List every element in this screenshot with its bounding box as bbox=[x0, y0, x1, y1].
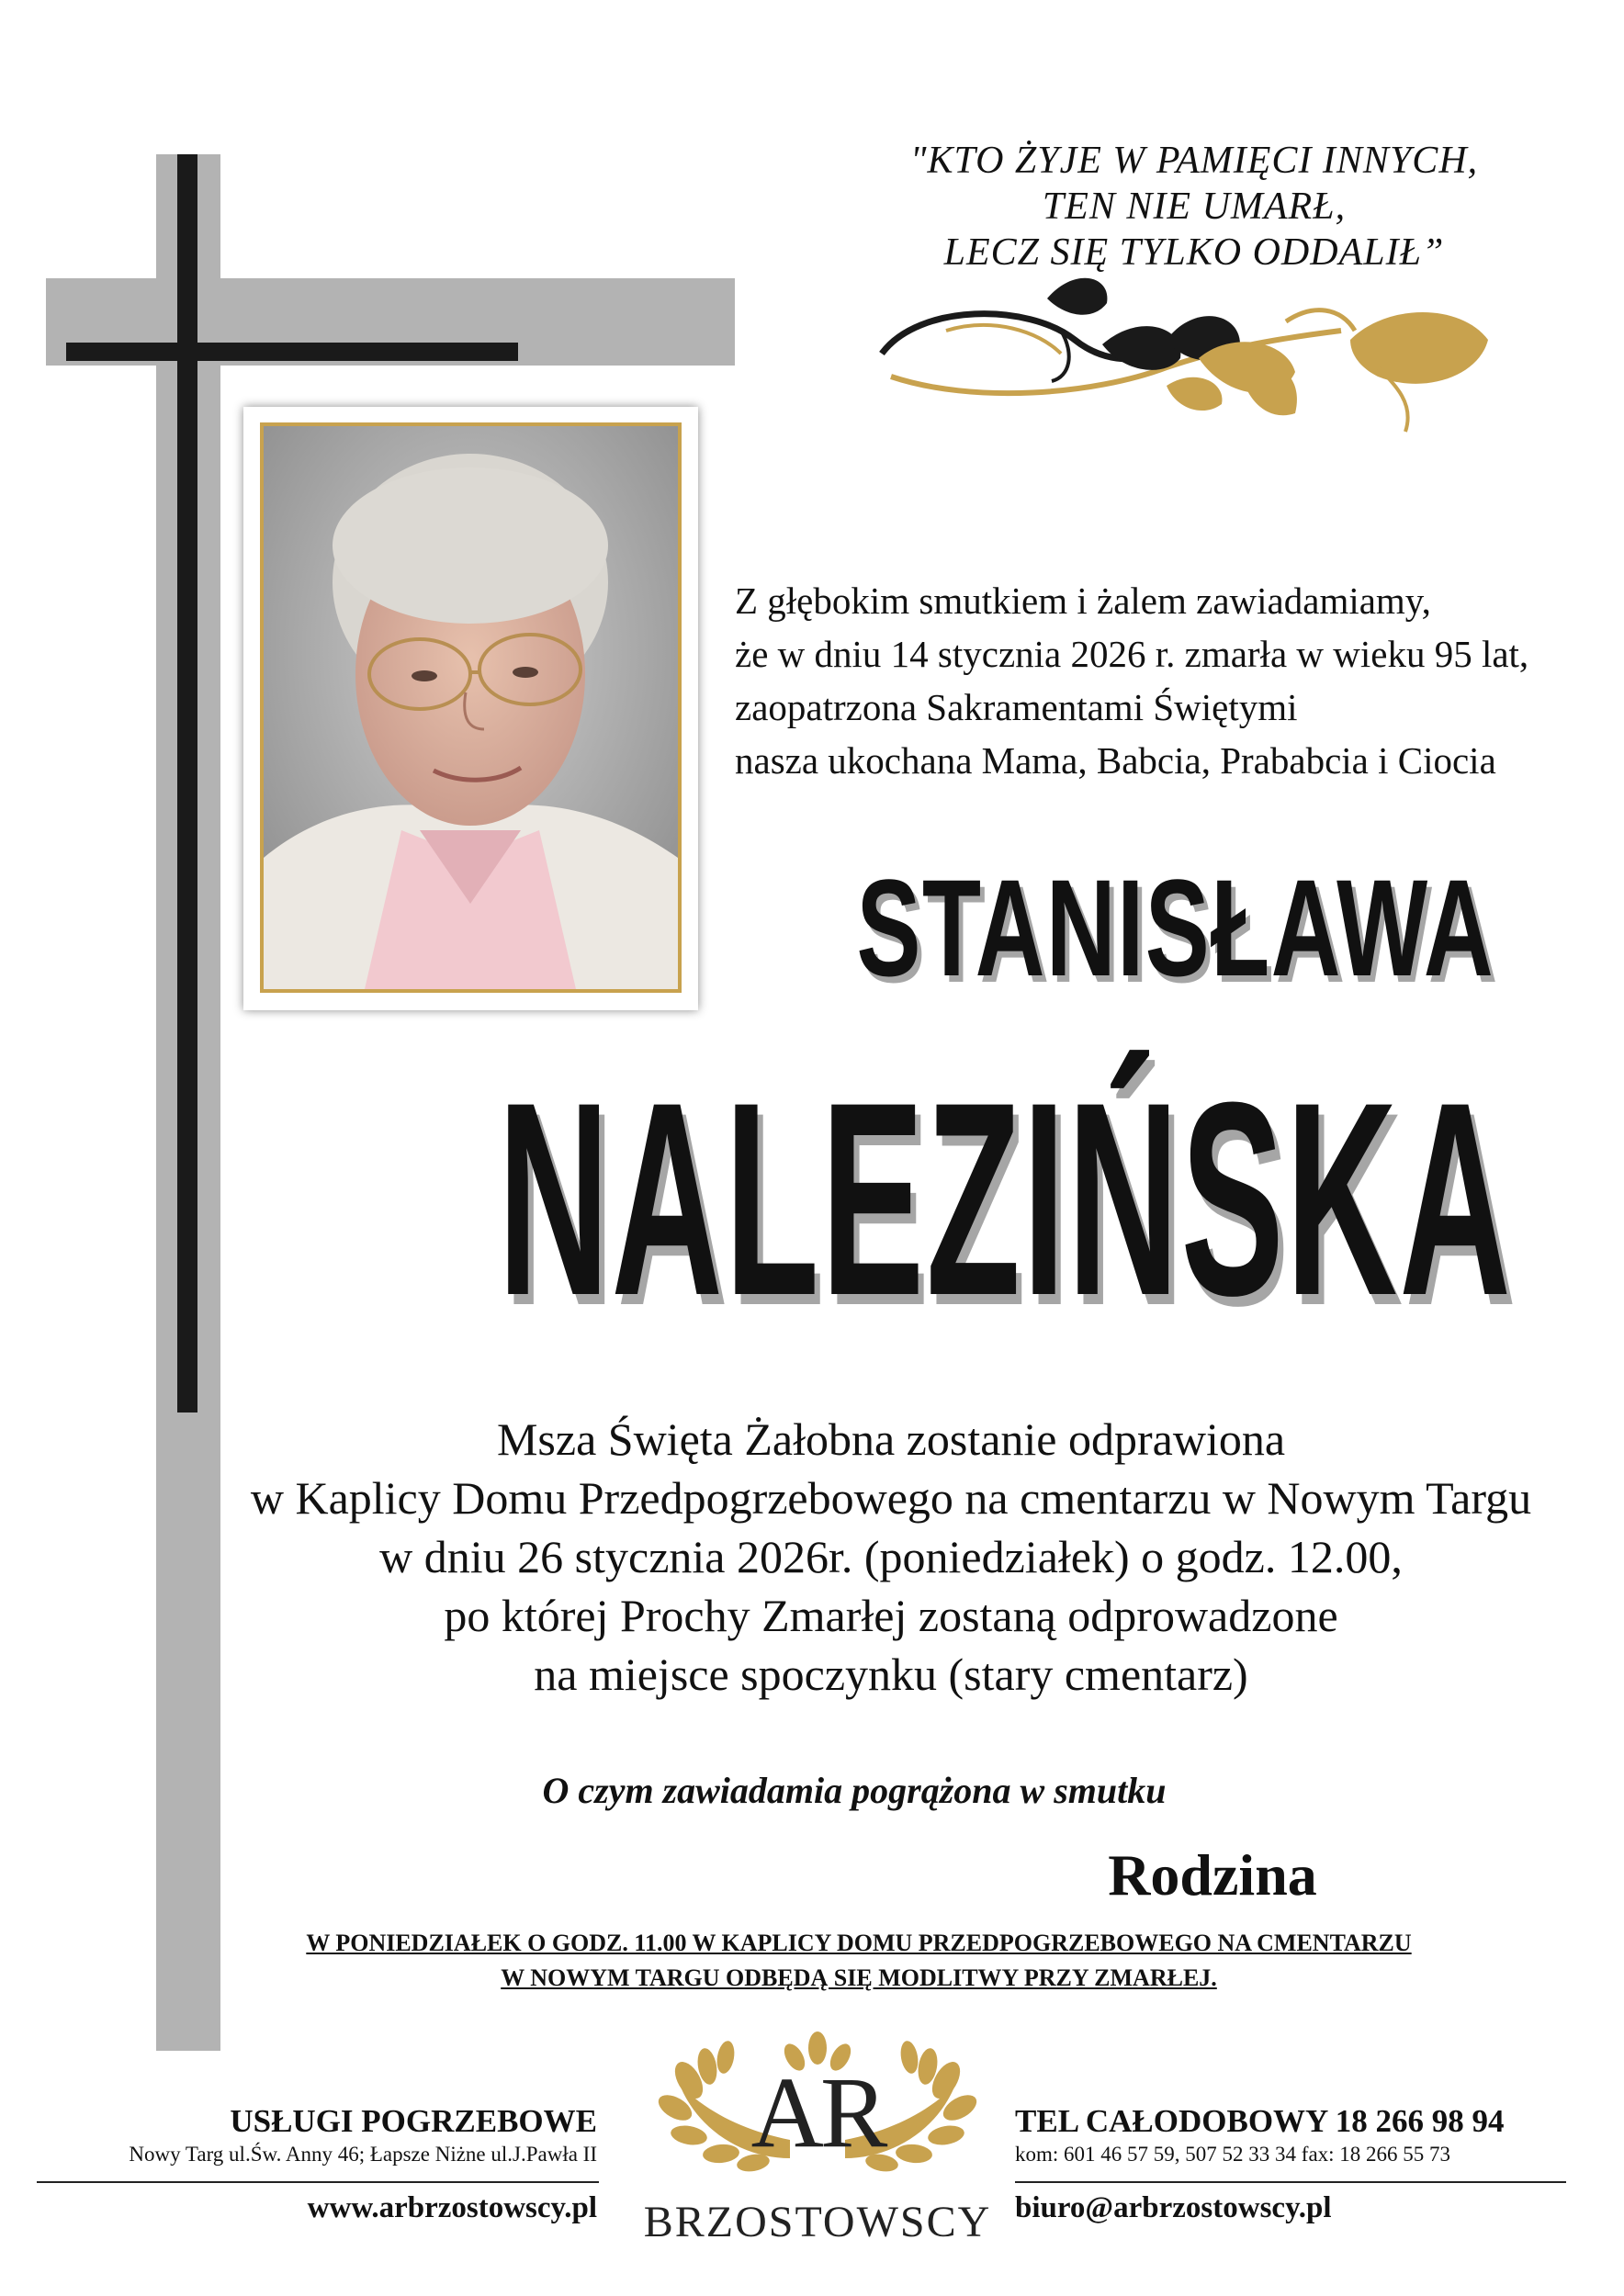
logo-monogram: AR bbox=[750, 2056, 885, 2168]
mass-line: w Kaplicy Domu Przedpogrzebowego na cmentarzu w Nowym Targu bbox=[250, 1472, 1532, 1524]
contact-numbers: kom: 601 46 57 59, 507 52 33 34 fax: 18 266 55 73 bbox=[1015, 2143, 1451, 2166]
prayer-notice bbox=[248, 1926, 1470, 1996]
funeral-mass-details bbox=[220, 1410, 1562, 1704]
notice-line: W NOWYM TARGU ODBĘDĄ SIĘ MODLITWY PRZY ZMARŁEJ. bbox=[501, 1964, 1217, 1991]
logo-company-name: BRZOSTOWSCY bbox=[643, 2198, 992, 2246]
family-signature: Rodzina bbox=[1108, 1842, 1317, 1908]
cross-icon-horizontal-bar bbox=[66, 343, 518, 361]
intro-line: zaopatrzona Sakramentami Świętymi bbox=[735, 686, 1298, 728]
announcement-intro bbox=[735, 574, 1598, 787]
funeral-services-address: Nowy Targ ul.Św. Anny 46; Łapsze Niżne ul.J.Pawła II bbox=[129, 2143, 597, 2166]
deceased-last-name: NALEZIŃSKA bbox=[498, 1044, 1514, 1353]
leaf-ornament-icon bbox=[863, 266, 1506, 450]
quote-line: LECZ SIĘ TYLKO ODDALIŁ” bbox=[943, 231, 1445, 274]
memorial-quote bbox=[808, 138, 1580, 276]
intro-line: że w dniu 14 stycznia 2026 r. zmarła w wieku 95 lat, bbox=[735, 633, 1529, 675]
portrait-image bbox=[264, 426, 678, 989]
quote-line: "KTO ŻYJE W PAMIĘCI INNYCH, bbox=[909, 140, 1479, 182]
mass-line: w dniu 26 stycznia 2026r. (poniedziałek) o godz. 12.00, bbox=[379, 1531, 1403, 1582]
mass-line: po której Prochy Zmarłej zostaną odprowadzone bbox=[444, 1590, 1338, 1641]
portrait-photo bbox=[260, 422, 682, 993]
quote-line: TEN NIE UMARŁ, bbox=[1042, 186, 1347, 228]
mass-line: Msza Święta Żałobna zostanie odprawiona bbox=[496, 1413, 1286, 1465]
email-link[interactable]: biuro@arbrzostowscy.pl bbox=[1015, 2191, 1332, 2224]
notice-line: W PONIEDZIAŁEK O GODZ. 11.00 W KAPLICY DOMU PRZEDPOGRZEBOWEGO NA CMENTARZU bbox=[306, 1930, 1412, 1956]
phone-24h: TEL CAŁODOBOWY 18 266 98 94 bbox=[1015, 2103, 1505, 2139]
mass-line: na miejsce spoczynku (stary cmentarz) bbox=[534, 1649, 1248, 1700]
closing-line: O czym zawiadamia pogrążona w smutku bbox=[542, 1770, 1167, 1811]
intro-line: Z głębokim smutkiem i żalem zawiadamiamy, bbox=[735, 580, 1431, 622]
portrait-frame bbox=[243, 407, 698, 1010]
funeral-services-title: USŁUGI POGRZEBOWE bbox=[230, 2103, 597, 2139]
intro-line: nasza ukochana Mama, Babcia, Prababcia i Ciocia bbox=[735, 739, 1496, 782]
website-link[interactable]: www.arbrzostowscy.pl bbox=[307, 2191, 597, 2224]
footer-divider-left bbox=[37, 2181, 599, 2183]
footer-divider-right bbox=[1015, 2181, 1566, 2183]
deceased-first-name: STANISŁAWA bbox=[856, 850, 1495, 1005]
